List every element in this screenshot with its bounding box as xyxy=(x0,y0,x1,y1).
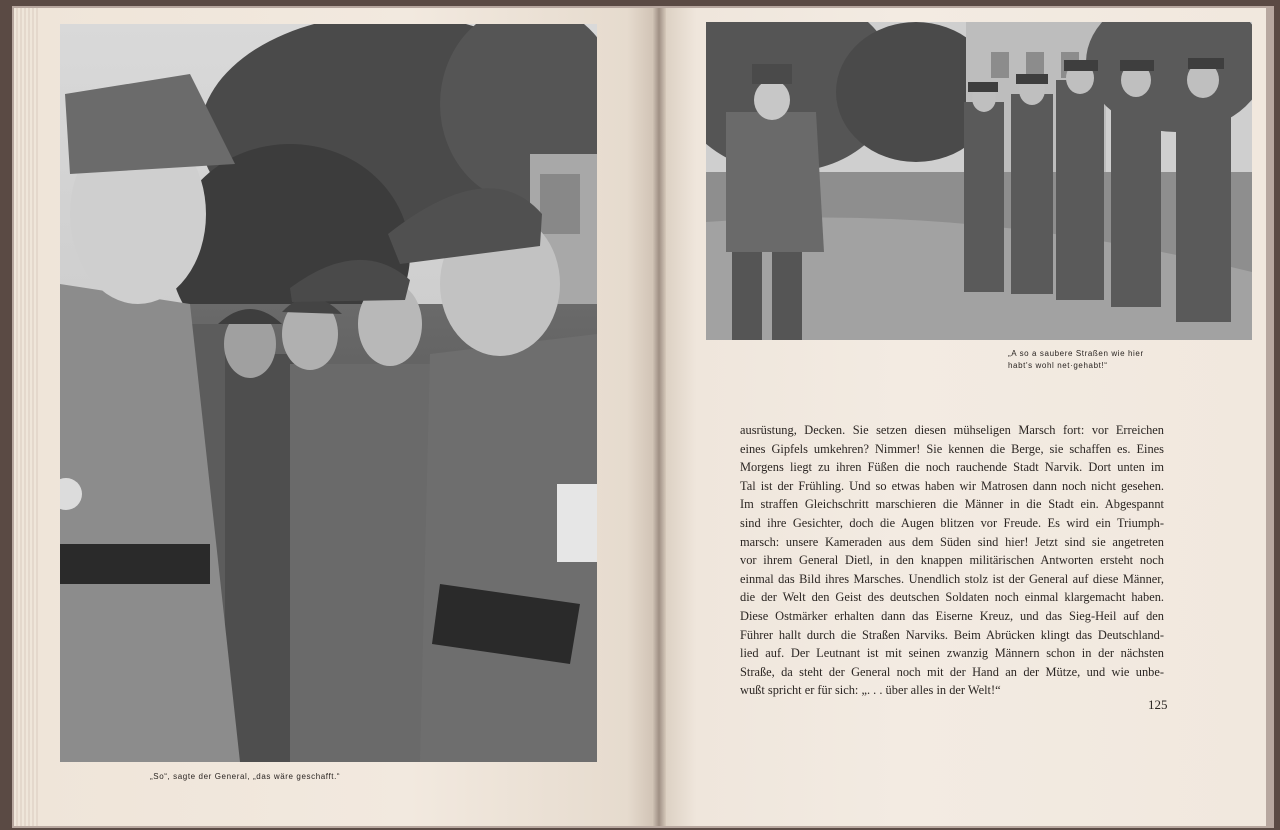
text-line: lied auf. Der Leutnant ist mit seinen zwanzig Männern schon in der nächsten xyxy=(740,646,1164,661)
text-line: Straße, da steht der General noch mit der Hand an der Mütze, und wie unbe- xyxy=(740,664,1164,679)
text-line: Im straffen Gleichschritt marschieren die Männer in die Stadt ein. Abgespannt xyxy=(740,497,1164,512)
left-photo-image xyxy=(60,24,597,762)
left-photo-caption: „So“, sagte der General, „das wäre geschafft.“ xyxy=(150,772,341,781)
text-line: die der Welt den Geist des deutschen Soldaten noch einmal klargemacht haben. xyxy=(740,590,1164,605)
text-line: wußt spricht er für sich: „. . . über alles in der Welt!“ xyxy=(740,683,1001,698)
text-line: ausrüstung, Decken. Sie setzen diesen mühseligen Marsch fort: vor Erreichen xyxy=(740,423,1164,437)
text-line: Morgens liegt zu ihren Füßen die noch rauchende Stadt Narvik. Dort unten im xyxy=(740,460,1164,475)
text-line: Tal ist der Frühling. Und so etwas haben wir Matrosen dann noch nicht gesehen. xyxy=(740,478,1164,493)
page-edges xyxy=(14,8,40,826)
text-line: eines Gipfels umkehren? Nimmer! Sie kennen die Berge, sie schaffen es. Eines xyxy=(740,441,1164,456)
text-line: marsch: unsere Kameraden aus dem Süden sind hier! Jetzt sind sie angetreten xyxy=(740,534,1164,549)
right-photo-caption xyxy=(1008,348,1144,372)
left-photo xyxy=(60,24,597,762)
book-gutter xyxy=(652,8,666,826)
text-line: Führer hallt durch die Straßen Narviks. Beim Abrücken klingt das Deutschland- xyxy=(740,627,1164,642)
text-line: vor ihrem General Dietl, in den knappen militärischen Antworten ersteht noch xyxy=(740,553,1164,568)
right-photo xyxy=(706,22,1252,340)
text-line: einmal das Bild ihres Marsches. Unendlich stolz ist der General auf diese Männer, xyxy=(740,571,1164,586)
right-photo-image xyxy=(706,22,1252,340)
page-number: 125 xyxy=(1148,697,1168,712)
caption-line: habt's wohl net·gehabt!“ xyxy=(1008,361,1108,370)
caption-line: „A so a saubere Straßen wie hier xyxy=(1008,349,1144,358)
text-line: sind ihre Gesichter, doch die Augen blitzen vor Freude. Es wird ein Triumph- xyxy=(740,515,1164,530)
body-text xyxy=(740,421,1164,700)
text-line: Diese Ostmärker erhalten dann das Eiserne Kreuz, und das Sieg-Heil auf den xyxy=(740,608,1164,623)
